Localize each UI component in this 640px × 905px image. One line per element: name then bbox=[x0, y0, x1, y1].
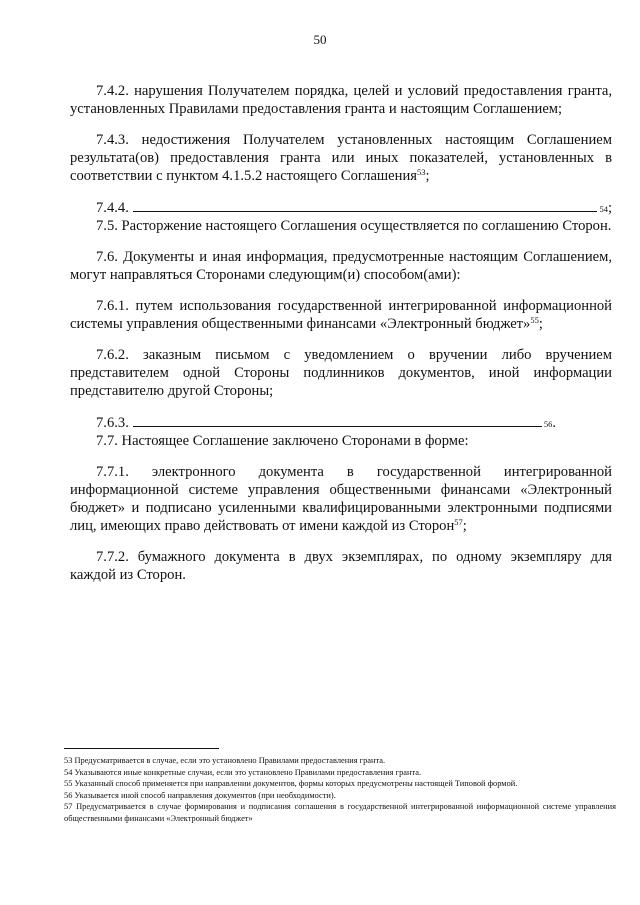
paragraph-7-4-2: 7.4.2. нарушения Получателем порядка, целей и условий предоставления гранта, установленных Правилами предоставления гранта и настоящим Соглашением; bbox=[70, 83, 612, 117]
paragraph-7-4-3-end: ; bbox=[425, 168, 430, 184]
paragraph-7-4-4-label: 7.4.4. bbox=[96, 200, 129, 216]
footnote-56: 56 Указывается иной способ направления документов (при необходимости). bbox=[64, 790, 336, 800]
paragraph-7-6-3-label: 7.6.3. bbox=[96, 415, 129, 431]
paragraph-7-7-1 bbox=[70, 463, 612, 535]
paragraph-7-4-4: 7.4.4. 54 ; bbox=[96, 200, 612, 216]
paragraph-7-5: 7.5. Расторжение настоящего Соглашения осуществляется по соглашению Сторон. bbox=[96, 218, 612, 234]
footnote-54: 54 Указываются иные конкретные случаи, если это установлено Правилами предоставления гранта. bbox=[64, 767, 422, 777]
footnote-ref-57: 57 bbox=[454, 517, 463, 527]
paragraph-7-6-3: 7.6.3. 56 . bbox=[96, 415, 556, 431]
paragraph-7-7-2: 7.7.2. бумажного документа в двух экземплярах, по одному экземпляру для каждой из Сторон. bbox=[70, 549, 612, 583]
paragraph-7-4-3 bbox=[70, 131, 612, 185]
footnote-55: 55 Указанный способ применяется при направлении документов, формы которых предусмотрены настоящей Типовой формой. bbox=[64, 779, 518, 788]
footnote-53: 53 Предусматривается в случае, если это установлено Правилами предоставления гранта. bbox=[64, 756, 386, 765]
blank-fill-line bbox=[133, 413, 542, 427]
paragraph-7-6-1-text: 7.6.1. путем использования государственной интегрированной информационной системы управления общественными финансами «Электронный бюджет» bbox=[70, 298, 612, 332]
footnote-ref-53: 53 bbox=[416, 167, 426, 177]
agreement-body bbox=[70, 82, 612, 597]
paragraph-7-6-2: 7.6.2. заказным письмом с уведомлением о вручении либо вручением представителем одной Стороны подлинников документов, иной информации представителю другой Стороны; bbox=[70, 347, 612, 399]
footnotes-section bbox=[64, 748, 616, 824]
footnote-ref-55: 55 bbox=[530, 315, 539, 325]
paragraph-7-7-1-end: ; bbox=[462, 518, 467, 534]
paragraph-7-6: 7.6. Документы и иная информация, предусмотренные настоящим Соглашением, могут направляться Сторонами следующим(и) способом(ами): bbox=[70, 249, 612, 283]
blank-fill-line bbox=[133, 198, 598, 212]
paragraph-7-6-3-end: . bbox=[552, 415, 556, 431]
paragraph-7-4-4-end: ; bbox=[607, 200, 612, 216]
footnote-separator bbox=[64, 748, 219, 749]
paragraph-7-6-1-end: ; bbox=[538, 316, 543, 332]
footnote-57: 57 Предусматривается в случае формирования и подписания соглашения в государственной интегрированной информационной системе управления общественными финансами «Электронный бюджет» bbox=[64, 802, 616, 823]
paragraph-7-4-3-text: 7.4.3. недостижения Получателем установленных настоящим Соглашением результата(ов) предоставления гранта или иных показателей, установленных в соответствии с пунктом 4.1.5.2 настоящего Соглашения bbox=[70, 132, 612, 184]
paragraph-7-6-1 bbox=[70, 297, 612, 333]
paragraph-7-7: 7.7. Настоящее Соглашение заключено Сторонами в форме: bbox=[96, 433, 469, 449]
page-number: 50 bbox=[313, 32, 327, 47]
paragraph-7-7-1-text: 7.7.1. электронного документа в государственной интегрированной информационной системе управления общественными финансами «Электронный бюджет» и подписано усиленными квалифицированными электронными подписями лиц, имеющих право действовать от имени каждой из Сторон bbox=[70, 464, 612, 534]
